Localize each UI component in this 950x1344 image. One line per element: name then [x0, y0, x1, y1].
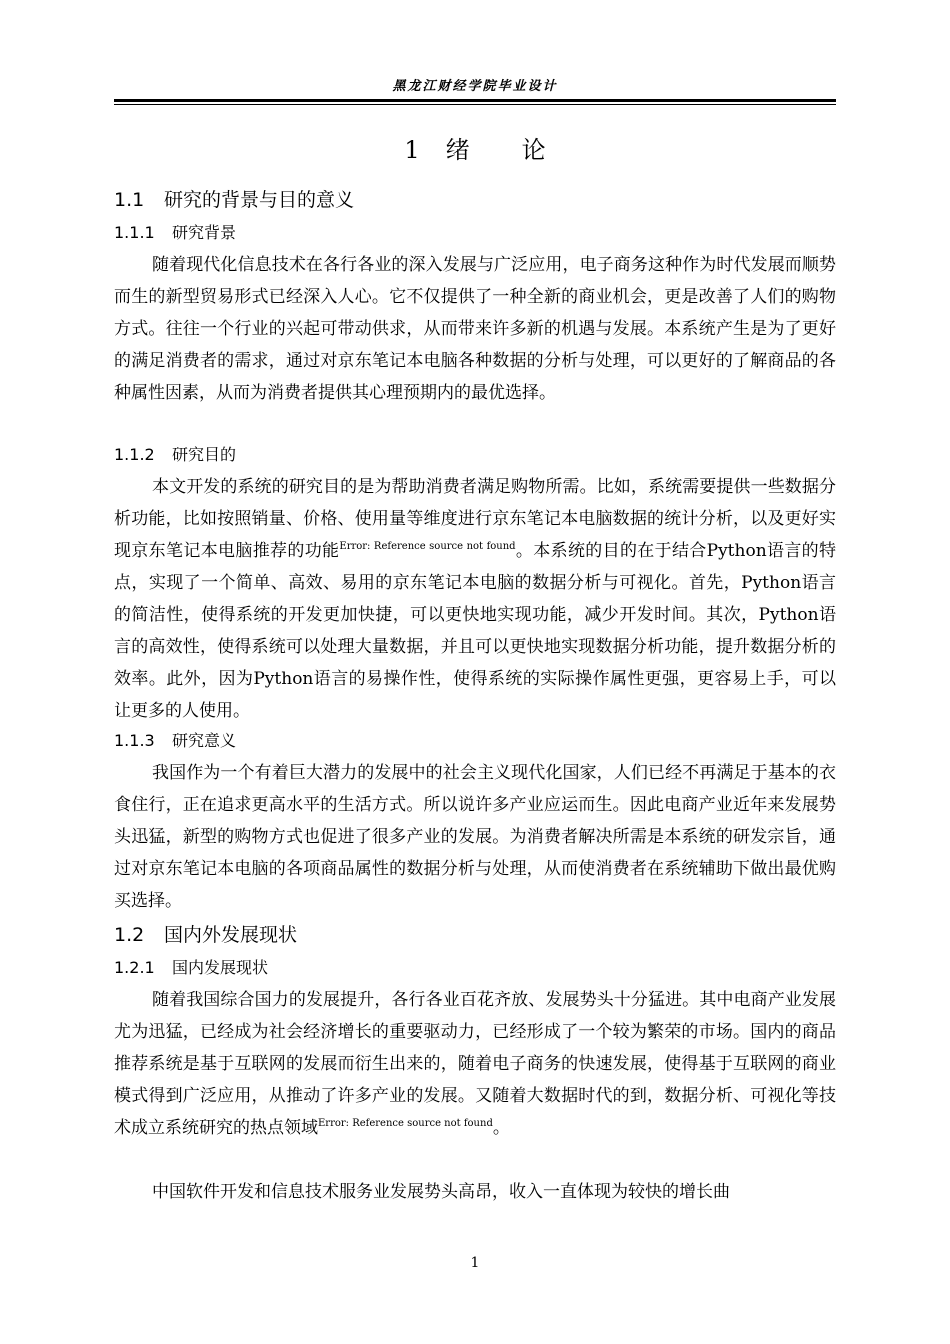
subsection-heading-1-1-2	[114, 443, 236, 467]
paragraph-text: 。本系统的目的在于结合Python语言的特点，实现了一个简单、高效、易用的京东笔记本电脑的数据分析与可视化。首先，Python语言的简洁性，使得系统的开发更加快捷，可以更快地实现功能，减少开发时间。其次，Python语言的高效性，使得系统可以处理大量数据，并且可以更快地实现数据分析功能，提升数据分析的效率。此外，因为Python语言的易操作性，使得系统的实际操作属性更强，更容易上手，可以让更多的人使用。	[114, 541, 837, 721]
chapter-number: 1	[404, 136, 420, 164]
section-title: 研究的背景与目的意义	[164, 189, 355, 211]
page-header: 黑龙江财经学院毕业设计	[392, 79, 558, 94]
section-heading-1-1	[114, 186, 354, 214]
subsection-title: 研究目的	[172, 445, 237, 464]
section-title: 国内外发展现状	[164, 924, 298, 946]
subsection-title: 研究背景	[172, 223, 237, 242]
subsection-heading-1-1-1	[114, 221, 236, 245]
paragraph-software-industry: 中国软件开发和信息技术服务业发展势头高昂，收入一直体现为较快的增长曲	[152, 1182, 730, 1202]
subsection-title: 国内发展现状	[172, 958, 269, 977]
chapter-title-part-1: 绪	[445, 136, 470, 164]
subsection-number: 1.2.1	[114, 958, 155, 977]
paragraph-research-significance: 我国作为一个有着巨大潜力的发展中的社会主义现代化国家，人们已经不再满足于基本的衣食住行，正在追求更高水平的生活方式。所以说许多产业应运而生。因此电商产业近年来发展势头迅猛，新型的购物方式也促进了很多产业的发展。为消费者解决所需是本系统的研发宗旨，通过对京东笔记本电脑的各项商品属性的数据分析与处理，从而使消费者在系统辅助下做出最优购买选择。	[114, 763, 836, 911]
subsection-number: 1.1.1	[114, 223, 155, 242]
subsection-number: 1.1.2	[114, 445, 155, 464]
page-number: 1	[470, 1255, 480, 1271]
paragraph-text: 随着我国综合国力的发展提升，各行各业百花齐放、发展势头十分猛进。其中电商产业发展尤为迅猛，已经成为社会经济增长的重要驱动力，已经形成了一个较为繁荣的市场。国内的商品推荐系统是基于互联网的发展而衍生出来的，随着电子商务的快速发展，使得基于互联网的商业模式得到广泛应用，从推动了许多产业的发展。又随着大数据时代的到，数据分析、可视化等技术成立系统研究的热点领域	[114, 990, 836, 1138]
paragraph-text: 本文开发的系统的研究目的是为帮助消费者满足购物所需。比如，系统需要提供一些数据分析功能，比如按照销量、价格、使用量等维度进行京东笔记本电脑数据的统计分析，以及更好实现京东笔记本电脑推荐的功能	[114, 477, 836, 561]
section-heading-1-2	[114, 921, 297, 949]
subsection-heading-1-2-1	[114, 956, 268, 980]
header-rule-thin	[114, 104, 836, 105]
subsection-heading-1-1-3	[114, 729, 236, 753]
chapter-title-part-2: 论	[521, 136, 546, 164]
reference-error-marker: Error: Reference source not found	[339, 541, 516, 552]
paragraph-text: 。	[492, 1118, 510, 1138]
paragraph-domestic-status	[114, 984, 836, 1144]
paragraph-research-background: 随着现代化信息技术在各行各业的深入发展与广泛应用，电子商务这种作为时代发展而顺势而生的新型贸易形式已经深入人心。它不仅提供了一种全新的商业机会，更是改善了人们的购物方式。往往一个行业的兴起可带动供求，从而带来许多新的机遇与发展。本系统产生是为了更好的满足消费者的需求，通过对京东笔记本电脑各种数据的分析与处理，可以更好的了解商品的各种属性因素，从而为消费者提供其心理预期内的最优选择。	[114, 255, 836, 403]
subsection-title: 研究意义	[172, 731, 237, 750]
header-rule-thick	[114, 99, 836, 102]
section-number: 1.1	[114, 189, 145, 211]
subsection-number: 1.1.3	[114, 731, 155, 750]
section-number: 1.2	[114, 924, 145, 946]
chapter-title	[114, 133, 836, 167]
reference-error-marker: Error: Reference source not found	[318, 1118, 493, 1129]
paragraph-research-purpose	[114, 471, 836, 727]
